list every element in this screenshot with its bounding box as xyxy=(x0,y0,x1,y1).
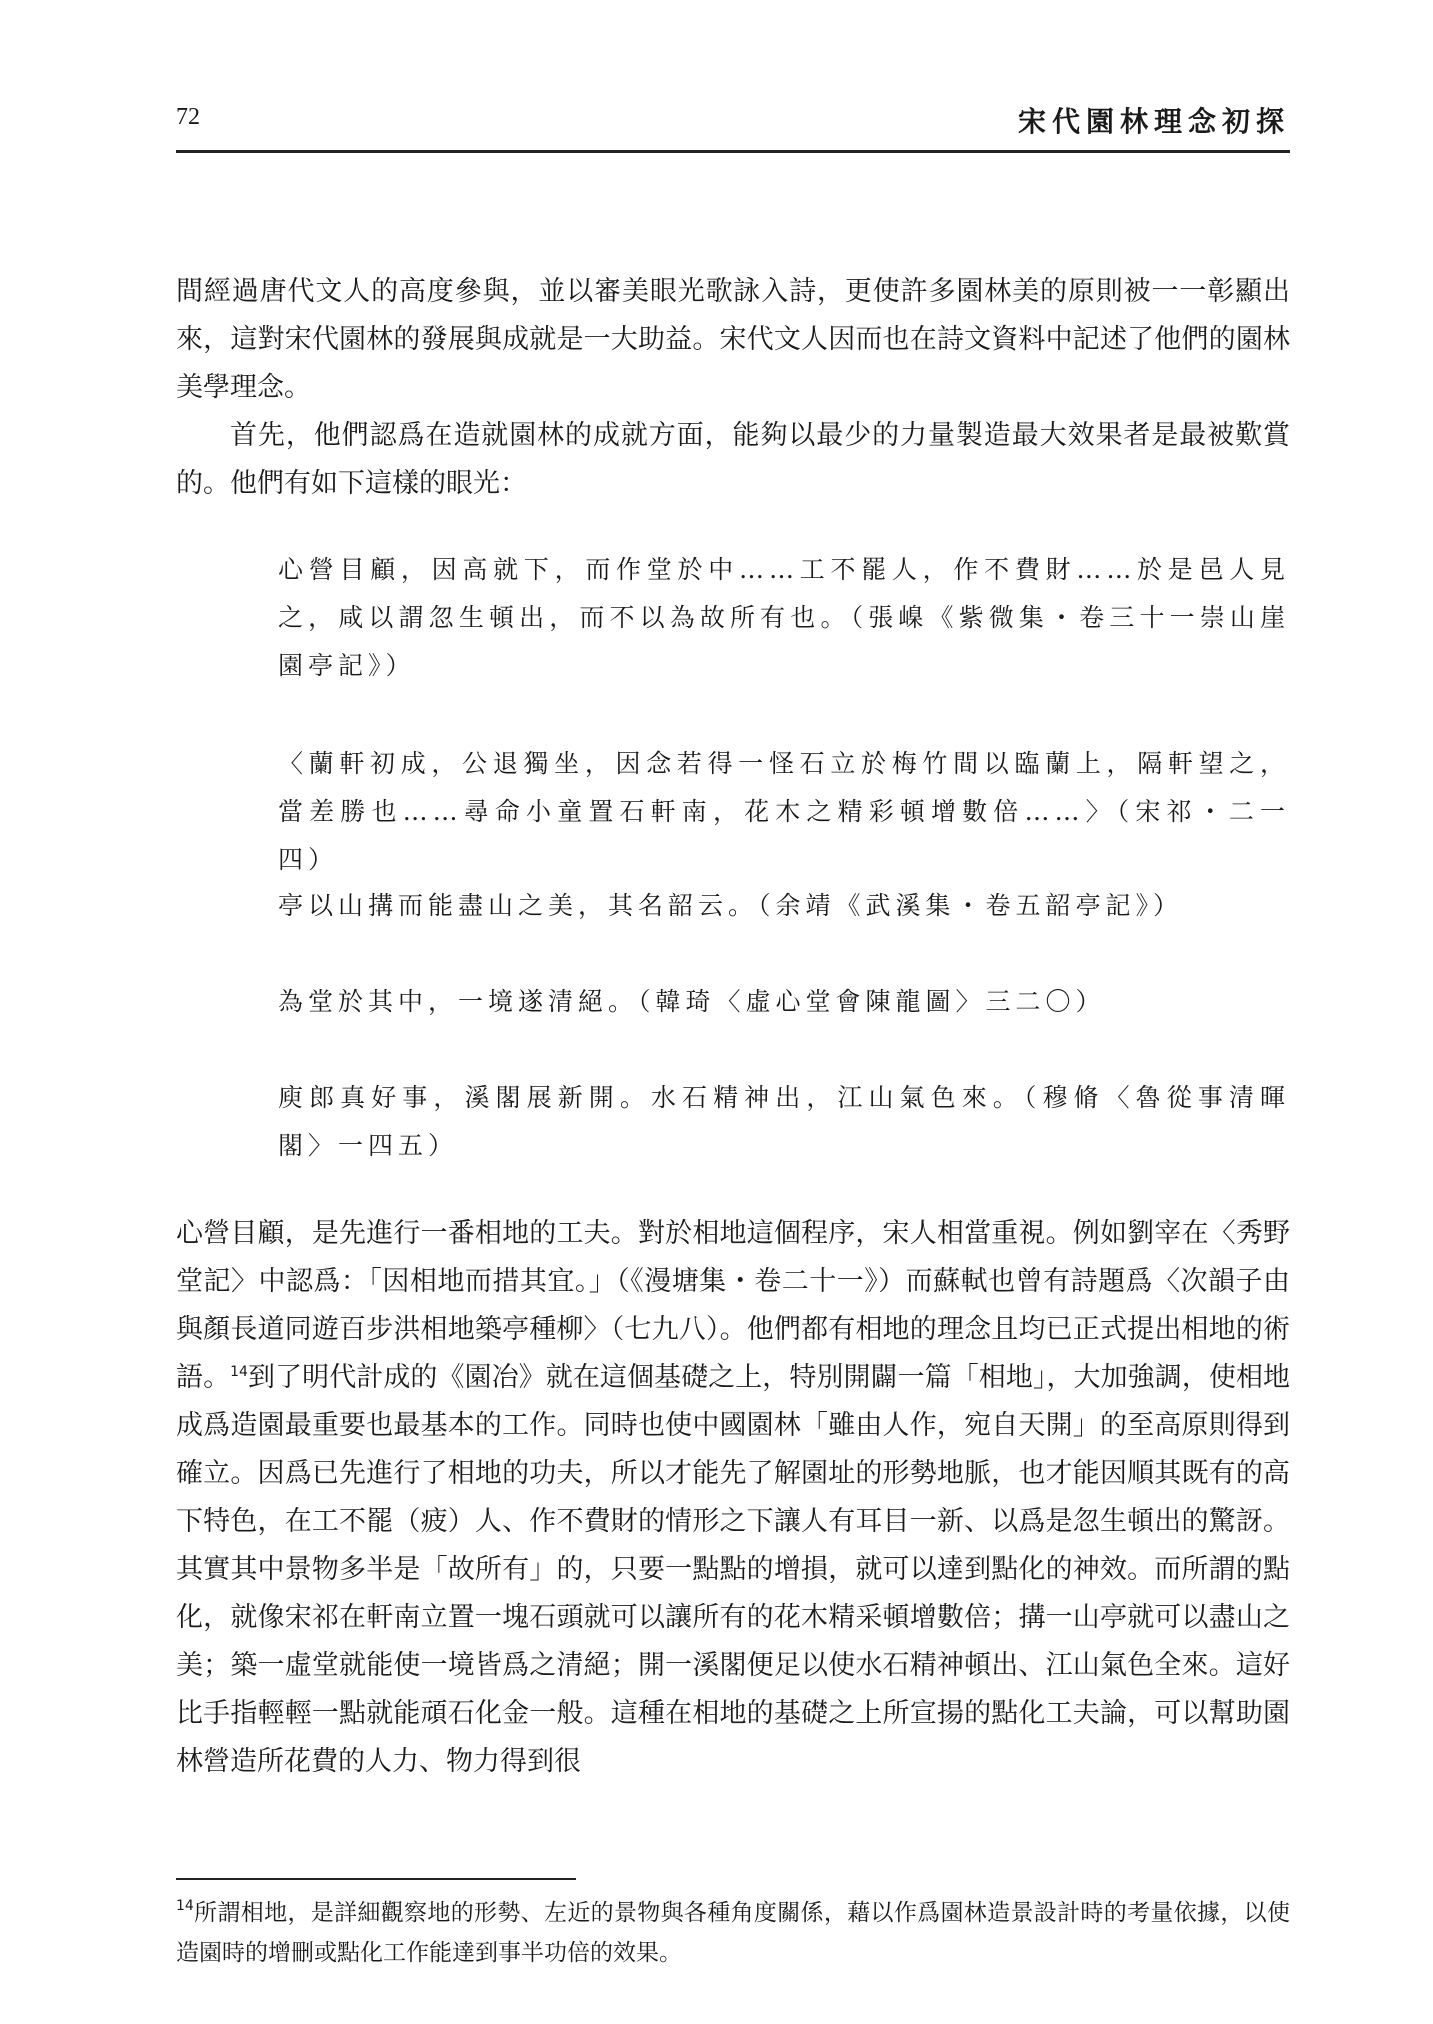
header-rule xyxy=(176,150,1290,153)
paragraph-3-part-1: 心營目顧，是先進行一番相地的工夫。對於相地這個程序，宋人相當重視。例如劉宰在〈秀野堂記〉中認爲：「因相地而措其宜。」（《漫塘集・卷二十一》）而蘇軾也曾有詩題爲〈次韻子由與顏長道同遊百步洪相地築亭種柳〉（七九八）。他們都有相地的理念且均已正式提出相地的術語。 xyxy=(176,1218,1290,1393)
footnote xyxy=(176,1893,1290,1973)
paragraph-1: 間經過唐代文人的高度參與，並以審美眼光歌詠入詩，更使許多園林美的原則被一一彰顯出來，這對宋代園林的發展與成就是一大助益。宋代文人因而也在詩文資料中記述了他們的園林美學理念。 xyxy=(176,276,1290,403)
footnote-reference: 14 xyxy=(230,1364,248,1380)
footnote-marker: 14 xyxy=(176,1898,194,1914)
block-quote-3: 亭以山搆而能盡山之美，其名韶云。（余靖《武溪集・卷五韶亭記》） xyxy=(278,891,1184,920)
paragraph-3 xyxy=(176,1210,1290,1786)
block-quote-2: 〈蘭軒初成，公退獨坐，因念若得一怪石立於梅竹間以臨蘭上，隔軒望之，當差勝也……尋命小童置石軒南，花木之精彩頓增數倍……〉（宋祁・二一四） xyxy=(278,749,1290,874)
block-quote-5: 庾郎真好事，溪閣展新開。水石精神出，江山氣色來。（穆脩〈魯從事清暉閣〉一四五） xyxy=(278,1083,1290,1160)
footnote-rule xyxy=(176,1878,576,1880)
page-header xyxy=(176,100,1290,146)
footnote-text: 所謂相地，是詳細觀察地的形勢、左近的景物與各種角度關係，藉以作爲園林造景設計時的考量依據，以使造園時的增刪或點化工作能達到事半功倍的效果。 xyxy=(176,1900,1290,1966)
paragraph-2: 首先，他們認爲在造就園林的成就方面，能夠以最少的力量製造最大效果者是最被歎賞的。他們有如下這樣的眼光： xyxy=(176,420,1290,499)
block-quote-1: 心營目顧，因高就下，而作堂於中……工不罷人，作不費財……於是邑人見之，咸以謂忽生頓出，而不以為故所有也。（張嵲《紫微集・卷三十一崇山崖園亭記》） xyxy=(278,555,1290,680)
paragraph-3-part-2: 到了明代計成的《園冶》就在這個基礎之上，特別開闢一篇「相地」，大加強調，使相地成爲造園最重要也最基本的工作。同時也使中國園林「雖由人作，宛自天開」的至高原則得到確立。因爲已先進行了相地的功夫，所以才能先了解園址的形勢地脈，也才能因順其既有的高下特色，在工不罷（疲）人、作不費財的情形之下讓人有耳目一新、以爲是忽生頓出的驚訝。其實其中景物多半是「故所有」的，只要一點點的增損，就可以達到點化的神效。而所謂的點化，就像宋祁在軒南立置一塊石頭就可以讓所有的花木精采頓增數倍；搆一山亭就可以盡山之美；築一虛堂就能使一境皆爲之清絕；開一溪閣便足以使水石精神頓出、江山氣色全來。這好比手指輕輕一點就能頑石化金一般。這種在相地的基礎之上所宣揚的點化工夫論，可以幫助園林營造所花費的人力、物力得到很 xyxy=(176,1362,1291,1777)
block-quote-4: 為堂於其中，一境遂清絕。（韓琦〈虛心堂會陳龍圖〉三二〇） xyxy=(278,987,1106,1016)
running-title: 宋代園林理念初探 xyxy=(1017,105,1290,138)
page-number: 72 xyxy=(176,104,200,130)
